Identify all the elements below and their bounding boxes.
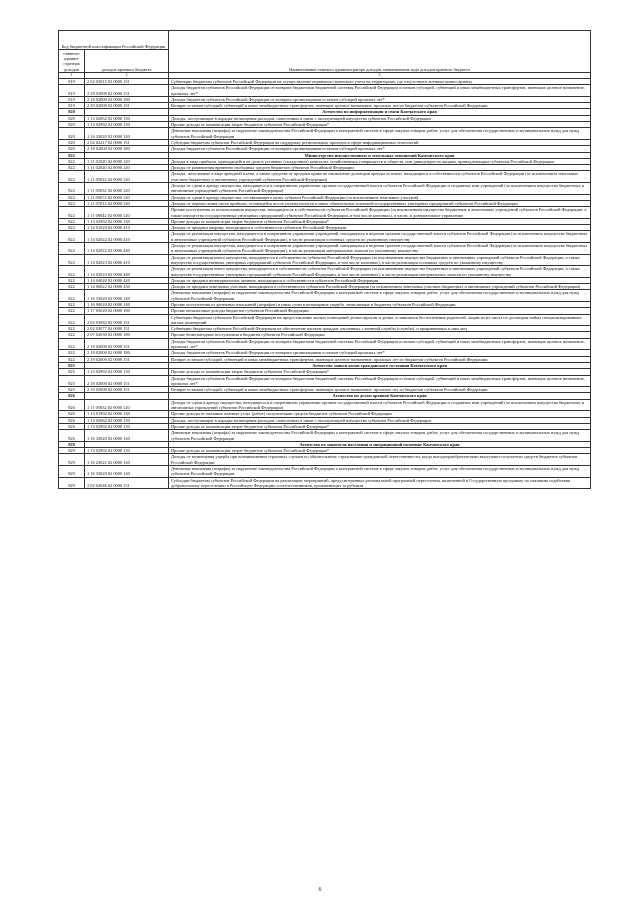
table-row [59,231,591,243]
income-code-cell: 1 11 05032 02 0000 120 [85,399,169,411]
description-cell: Прочие доходы от компенсации затрат бюджетов субъектов Российской Федерации* [169,218,591,224]
income-code-cell: 1 11 01020 02 0000 120 [85,158,169,164]
table-row [59,477,591,489]
table-row [59,128,591,140]
admin-code-cell: 826 [59,399,85,411]
admin-code-cell: 829 [59,448,85,454]
description-cell: Возврат остатков субсидий, субвенций и иных межбюджетных трансфертов, имеющих целевое назначение, прошлых лет из бюджетов субъектов Российской Федерации [169,387,591,393]
table-header-row [59,31,591,50]
income-code-cell: 2 18 02000 02 0000 180 [85,96,169,102]
admin-code-cell: 822 [59,152,85,158]
income-code-cell: 2 02 03077 02 0000 151 [85,326,169,332]
admin-code-cell: 819 [59,103,85,109]
description-cell: Денежные взыскания (штрафы) за нарушение законодательства Российской Федерации о контрактной системе в сфере закупок товаров, работ, услуг для обеспечения государственных и муниципальных нужд для нужд субъектов Российской Федерации [169,290,591,302]
income-code-cell: 2 07 02030 02 0000 180 [85,332,169,338]
income-code-cell: 1 11 05072 02 0000 120 [85,194,169,200]
description-cell: Доходы от сдачи в аренду имущества, находящегося в оперативном управлении органов государственной власти субъектов Российской Федерации и созданных ими учреждений (за исключением имущества бюджетных и автономных учреждений субъектов Российской Федерации) [169,399,591,411]
table-row [59,430,591,442]
description-cell: Субвенции бюджетам субъектов Российской Федерации на предоставление жилых помещений детям-сиротам и детям, оставшимся без попечения родителей, лицам из их числа по договорам найма специализированных жилых помещений [169,314,591,326]
income-code-cell: 1 13 02062 02 0000 130 [85,417,169,423]
income-code-cell: 1 13 02992 02 0000 130 [85,218,169,224]
admin-code-cell: 820 [59,115,85,121]
admin-code-cell: 825 [59,362,85,368]
description-cell: Возврат остатков субсидий, субвенций и иных межбюджетных трансфертов, имеющих целевое назначение, прошлых лет из бюджетов субъектов Российской Федерации [169,103,591,109]
admin-code-cell: 820 [59,146,85,152]
table-row [59,454,591,466]
income-code-cell: 1 14 06022 02 0000 430 [85,284,169,290]
description-cell: Субвенции бюджетам субъектов Российской Федерации на осуществление первичного воинского учета на территориях, где отсутствуют военные комиссариаты [169,79,591,85]
description-cell: Доходы от реализации имущества, находящегося в оперативном управлении учреждений, находящихся в ведении органов государственной власти субъектов Российской Федерации (за исключением имущества бюджетных и автономных учреждений субъектов Российской Федерации), в части реализации основных средств по указанному имуществу [169,231,591,243]
income-code-cell: 1 16 23021 02 0000 140 [85,454,169,466]
description-cell: Доходы в виде прибыли, приходящейся на доли в уставных (складочных) капиталах хозяйственных товариществ и обществ, или дивидендов по акциям, принадлежащим субъектам Российской Федерации [169,158,591,164]
description-cell: Доходы бюджетов субъектов Российской Федерации от возврата бюджетами бюджетной системы Российской Федерации остатков субсидий, субвенций и иных межбюджетных трансфертов, имеющих целевое назначение, прошлых лет* [169,338,591,350]
description-cell: Доходы бюджетов субъектов Российской Федерации от возврата бюджетами бюджетной системы Российской Федерации остатков субсидий, субвенций и иных межбюджетных трансфертов, имеющих целевое назначение, прошлых лет* [169,85,591,97]
description-cell: Агентство по информатизации и связи Камчатского края [169,109,591,115]
admin-code-cell: 822 [59,165,85,171]
income-code-cell: 1 13 02992 02 0000 130 [85,122,169,128]
table-row [59,399,591,411]
admin-code-cell: 819 [59,85,85,97]
table-row [59,466,591,478]
income-code-cell: 2 02 02046 02 0000 151 [85,477,169,489]
admin-code-cell: 822 [59,338,85,350]
admin-code-cell: 829 [59,477,85,489]
description-cell: Доходы, поступающие в порядке возмещения расходов, понесенных в связи с эксплуатацией имущества субъектов Российской Федерации [169,115,591,121]
income-code-cell: 1 11 05022 02 0000 120 [85,171,169,183]
income-code-cell: 1 11 09042 02 0000 120 [85,207,169,219]
income-code-cell: 2 18 02000 02 0000 180 [85,146,169,152]
description-cell: Доходы от продажи нематериальных активов, находящихся в собственности субъектов Российской Федерации [169,277,591,283]
description-cell: Субсидии бюджетам субъектов Российской Федерации на поддержку региональных проектов в сфере информационных технологий [169,139,591,145]
description-cell: Прочие доходы от компенсации затрат бюджетов субъектов Российской Федерации* [169,423,591,429]
admin-code-cell: 820 [59,128,85,140]
income-code-cell: 1 16 33020 02 0000 140 [85,128,169,140]
description-cell: Прочие доходы от компенсации затрат бюджетов субъектов Российской Федерации* [169,122,591,128]
description-cell: Денежные взыскания (штрафы) за нарушение законодательства Российской Федерации о контрактной системе в сфере закупок товаров, работ, услуг для обеспечения государственных и муниципальных нужд для нужд субъектов Российской Федерации [169,430,591,442]
admin-code-cell: 822 [59,332,85,338]
admin-code-cell: 820 [59,122,85,128]
income-code-cell: 2 02 03015 02 0000 151 [85,79,169,85]
description-cell: Доходы от возмещения ущерба при возникновении страховых случаев по обязательному страхованию гражданской ответственности, когда выгодоприобретателями выступают получатели средств бюджетов субъектов Российской Федерации [169,454,591,466]
description-cell: Агентство по делам архивов Камчатского края [169,393,591,399]
admin-code-cell: 822 [59,301,85,307]
description-cell: Доходы от продажи квартир, находящихся в собственности субъектов Российской Федерации [169,225,591,231]
description-cell: Доходы бюджетов субъектов Российской Федерации от возврата организациями остатков субсидий прошлых лет* [169,350,591,356]
description-cell: Прочие поступления от использования имущества, находящегося в собственности субъектов Российской Федерации (за исключением имущества бюджетных и автономных учреждений субъектов Российской Федерации, а также имущества государственных унитарных предприятий субъектов Российской Федерации, в том числе казенных), в части, в доверительное управление [169,207,591,219]
table-row [59,314,591,326]
admin-code-cell: 826 [59,430,85,442]
page-number: 6 [318,887,322,893]
admin-code-cell: 822 [59,171,85,183]
header-admin: главного админи-стратора доходов [59,50,85,73]
description-cell: Доходы от продажи земельных участков, находящихся в собственности субъектов Российской Федерации (за исключением земельных участков бюджетных и автономных учреждений субъектов Российской Федерации) [169,284,591,290]
description-cell: Денежные взыскания (штрафы) за нарушение законодательства Российской Федерации о контрактной системе в сфере закупок товаров, работ, услуг для обеспечения государственных и муниципальных нужд для нужд субъектов Российской Федерации [169,466,591,478]
admin-code-cell: 822 [59,183,85,195]
description-cell: Доходы бюджетов субъектов Российской Федерации от возврата бюджетами бюджетной системы Российской Федерации остатков субсидий, субвенций и иных межбюджетных трансфертов, имеющих целевое назначение, прошлых лет* [169,375,591,387]
description-cell: Прочие неналоговые доходы бюджетов субъектов Российской Федерации [169,308,591,314]
income-code-cell: 1 14 02023 02 0000 440 [85,266,169,278]
admin-code-cell: 826 [59,423,85,429]
income-code-cell: 2 18 02000 02 0000 151 [85,338,169,350]
description-cell: Субсидии бюджетам субъектов Российской Федерации на реализацию мероприятий, предусмотренных региональной программой переселения, включенной в Государственную программу по оказанию содействия добровольному переселению в Российскую Федерацию соотечественников, проживающих за рубежом [169,477,591,489]
table-row [59,266,591,278]
admin-code-cell: 829 [59,441,85,447]
income-code-cell: 1 11 02020 02 0000 120 [85,165,169,171]
admin-code-cell: 822 [59,284,85,290]
income-code-cell: 1 11 05032 02 0000 120 [85,183,169,195]
description-cell: Прочие поступления от денежных взысканий (штрафов) и иных сумм в возмещение ущерба, зачисляемые в бюджеты субъектов Российской Федерации [169,301,591,307]
income-code-cell: 2 02 02217 02 0000 151 [85,139,169,145]
admin-code-cell: 822 [59,194,85,200]
admin-code-cell: 825 [59,387,85,393]
admin-code-cell: 826 [59,393,85,399]
admin-code-cell: 822 [59,308,85,314]
income-code-cell: 1 17 05020 02 0000 180 [85,308,169,314]
column-number: 3 [169,73,591,79]
header-income: доходов краевого бюджета [85,50,169,73]
income-code-cell: 2 18 02000 02 0000 151 [85,375,169,387]
income-code-cell: 2 02 03082 02 0000 151 [85,314,169,326]
income-code-cell: 2 18 02000 02 0000 180 [85,350,169,356]
table-body [59,79,591,489]
admin-code-cell: 825 [59,375,85,387]
admin-code-cell: 822 [59,231,85,243]
income-code-cell: 1 14 02022 02 0000 440 [85,243,169,255]
admin-code-cell: 822 [59,277,85,283]
description-cell: Прочие доходы от оказания платных услуг (работ) получателями средств бюджетов субъектов Российской Федерации [169,411,591,417]
description-cell: Доходы от реализации иного имущества, находящегося в собственности субъектов Российской Федерации (за исключением имущества бюджетных и автономных учреждений субъектов Российской Федерации, а также имущества государственных унитарных предприятий субъектов Российской Федерации, в том числе казенных), в части реализации основных средств по указанному имуществу [169,254,591,266]
admin-code-cell: 822 [59,290,85,302]
income-code-cell: 2 19 02000 02 0000 151 [85,356,169,362]
description-cell: Доходы от сдачи в аренду имущества, находящегося в оперативном управлении органов государственной власти субъектов Российской Федерации и созданных ими учреждений (за исключением имущества бюджетных и автономных учреждений субъектов Российской Федерации) [169,183,591,195]
admin-code-cell: 822 [59,326,85,332]
table-row [59,171,591,183]
admin-code-cell: 820 [59,109,85,115]
description-cell: Агентство по занятости населения и миграционной политике Камчатского края [169,441,591,447]
description-cell: Субвенции бюджетам субъектов Российской Федерации на обеспечение жильем граждан, уволенных с военной службы (службы), и приравненных к ним лиц [169,326,591,332]
admin-code-cell: 822 [59,350,85,356]
description-cell: Возврат остатков субсидий, субвенций и иных межбюджетных трансфертов, имеющих целевое назначение, прошлых лет из бюджетов субъектов Российской Федерации [169,356,591,362]
income-code-cell: 1 14 01020 02 0000 410 [85,225,169,231]
admin-code-cell: 822 [59,266,85,278]
description-cell: Доходы от сдачи в аренду имущества, составляющего казну субъекта Российской Федерации (за исключением земельных участков) [169,194,591,200]
revenue-codes-table [58,30,591,489]
description-cell: Доходы от реализации имущества, находящегося в оперативном управлении учреждений, находящихся в ведении органов государственной власти субъектов Российской Федерации (за исключением имущества бюджетных и автономных учреждений субъектов Российской Федерации), в части реализации материальных запасов по указанному имуществу [169,243,591,255]
description-cell: Доходы, получаемые в виде арендной платы, а также средства от продажи права на заключение договоров аренды за земли, находящиеся в собственности субъектов Российской Федерации (за исключением земельных участков бюджетных и автономных учреждений субъектов Российской Федерации) [169,171,591,183]
income-code-cell: 1 13 02062 02 0000 130 [85,115,169,121]
table-row [59,338,591,350]
admin-code-cell: 822 [59,200,85,206]
table-row [59,207,591,219]
admin-code-cell: 819 [59,79,85,85]
header-bk-code: Код бюджетной классификации Российской Федерации [59,31,169,50]
table-row [59,254,591,266]
admin-code-cell: 826 [59,417,85,423]
admin-code-cell: 822 [59,225,85,231]
table-row [59,243,591,255]
admin-code-cell: 822 [59,314,85,326]
income-code-cell: 1 14 04020 02 0000 420 [85,277,169,283]
description-cell: Доходы бюджетов субъектов Российской Федерации от возврата организациями остатков субсидий прошлых лет* [169,146,591,152]
table-row [59,183,591,195]
income-code-cell: 1 14 02022 02 0000 410 [85,231,169,243]
income-code-cell: 1 11 07012 02 0000 120 [85,200,169,206]
description-cell: Прочие доходы от компенсации затрат бюджетов субъектов Российской Федерации* [169,448,591,454]
description-cell: Министерство имущественных и земельных отношений Камчатского края [169,152,591,158]
admin-code-cell: 822 [59,356,85,362]
admin-code-cell: 820 [59,139,85,145]
header-name: Наименование главного администратора доходов, наименование кода доходов краевого бюджета [169,31,591,73]
income-code-cell: 1 16 33020 02 0000 140 [85,430,169,442]
income-code-cell: 1 13 01992 02 0000 130 [85,411,169,417]
income-code-cell: 1 13 02992 02 0000 130 [85,448,169,454]
admin-code-cell: 822 [59,158,85,164]
column-number: 1 [59,73,85,79]
description-cell: Прочие безвозмездные поступления в бюджеты субъектов Российской Федерации [169,332,591,338]
description-cell: Денежные взыскания (штрафы) за нарушение законодательства Российской Федерации о контрактной системе в сфере закупок товаров, работ, услуг для обеспечения государственных и муниципальных нужд для нужд субъектов Российской Федерации [169,128,591,140]
admin-code-cell: 819 [59,96,85,102]
table-row [59,375,591,387]
income-code-cell: 2 18 02000 02 0000 151 [85,85,169,97]
description-cell: Доходы от перечисления части прибыли, остающейся после уплаты налогов и иных обязательных платежей государственных унитарных предприятий субъектов Российской Федерации [169,200,591,206]
column-number: 2 [85,73,169,79]
income-code-cell: 1 13 02992 02 0000 130 [85,423,169,429]
admin-code-cell: 822 [59,218,85,224]
income-code-cell: 1 16 33020 02 0000 140 [85,290,169,302]
admin-code-cell: 822 [59,254,85,266]
description-cell: Агентство записи актов гражданского состояния Камчатского края [169,362,591,368]
income-code-cell: 1 13 02992 02 0000 130 [85,369,169,375]
income-code-cell: 2 19 02000 02 0000 151 [85,387,169,393]
admin-code-cell: 829 [59,466,85,478]
table-row [59,85,591,97]
description-cell: Доходы бюджетов субъектов Российской Федерации от возврата организациями остатков субсидий прошлых лет* [169,96,591,102]
admin-code-cell: 826 [59,411,85,417]
admin-code-cell: 822 [59,243,85,255]
income-code-cell: 2 19 02000 02 0000 151 [85,103,169,109]
description-cell: Доходы от реализации иного имущества, находящегося в собственности субъектов Российской Федерации (за исключением имущества бюджетных и автономных учреждений субъектов Российской Федерации, а также имущества государственных унитарных предприятий субъектов Российской Федерации, в том числе казенных), в части реализации материальных запасов по указанному имуществу [169,266,591,278]
description-cell: Доходы, поступающие в порядке возмещения расходов, понесенных в связи с эксплуатацией имущества субъектов Российской Федерации [169,417,591,423]
admin-code-cell: 825 [59,369,85,375]
description-cell: Доходы от размещения временно свободных средств бюджетов субъектов Российской Федерации [169,165,591,171]
table-row [59,290,591,302]
admin-code-cell: 822 [59,207,85,219]
income-code-cell: 1 16 90020 02 0000 140 [85,301,169,307]
income-code-cell: 1 16 33020 02 0000 140 [85,466,169,478]
description-cell: Прочие доходы от компенсации затрат бюджетов субъектов Российской Федерации* [169,369,591,375]
income-code-cell: 1 14 02023 02 0000 410 [85,254,169,266]
admin-code-cell: 829 [59,454,85,466]
